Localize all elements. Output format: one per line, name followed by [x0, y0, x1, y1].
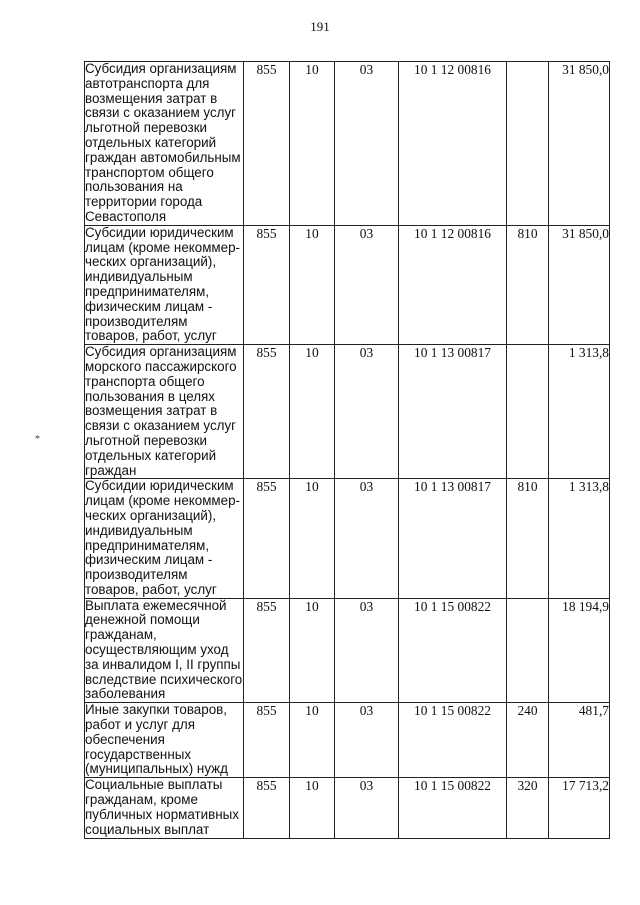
subsection-code: 03 [335, 703, 399, 778]
target-article-code: 10 1 13 00817 [399, 345, 507, 479]
target-article-code: 10 1 12 00816 [399, 225, 507, 344]
target-article-code: 10 1 15 00822 [399, 598, 507, 703]
ministry-code: 855 [244, 345, 290, 479]
table-row [85, 703, 610, 778]
subsection-code: 03 [335, 778, 399, 839]
ministry-code: 855 [244, 479, 290, 598]
target-article-code: 10 1 13 00817 [399, 479, 507, 598]
ministry-code: 855 [244, 225, 290, 344]
table-row [85, 225, 610, 344]
amount: 1 313,8 [549, 345, 610, 479]
target-article-code: 10 1 15 00822 [399, 778, 507, 839]
row-description: Иные закупки товаров, работ и услуг для обеспечения государственных (муниципальных) нужд [85, 703, 244, 778]
amount: 18 194,9 [549, 598, 610, 703]
amount: 31 850,0 [549, 225, 610, 344]
table-row [85, 479, 610, 598]
row-description: Социальные выплаты гражданам, кроме публичных нормативных социальных выплат [85, 778, 244, 839]
subsection-code: 03 [335, 479, 399, 598]
section-code: 10 [290, 225, 335, 344]
page-number: 191 [310, 19, 330, 34]
amount: 17 713,2 [549, 778, 610, 839]
table-row [85, 778, 610, 839]
table-row [85, 62, 610, 226]
target-article-code: 10 1 15 00822 [399, 703, 507, 778]
row-description: Субсидии юридическим лицам (кроме некоммер-ческих организаций), индивидуальным предпринимателям, физическим лицам - производителям товаров, работ, услуг [85, 479, 244, 598]
row-description: Субсидия организациям автотранспорта для возмещения затрат в связи с оказанием услуг льготной перевозки отдельных категорий граждан автомобильным транспортом общего пользования на территории города Севастополя [85, 62, 244, 226]
expense-type-code [507, 598, 549, 703]
subsection-code: 03 [335, 62, 399, 226]
expense-type-code: 810 [507, 479, 549, 598]
ministry-code: 855 [244, 778, 290, 839]
table-row [85, 598, 610, 703]
subsection-code: 03 [335, 345, 399, 479]
section-code: 10 [290, 778, 335, 839]
section-code: 10 [290, 598, 335, 703]
amount: 481,7 [549, 703, 610, 778]
ministry-code: 855 [244, 703, 290, 778]
expense-type-code: 240 [507, 703, 549, 778]
ministry-code: 855 [244, 598, 290, 703]
amount: 1 313,8 [549, 479, 610, 598]
expense-type-code [507, 62, 549, 226]
expense-type-code [507, 345, 549, 479]
subsection-code: 03 [335, 225, 399, 344]
row-description: Выплата ежемесячной денежной помощи гражданам, осуществляющим уход за инвалидом I, II группы вследствие психического заболевания [85, 597, 243, 702]
budget-table [84, 61, 610, 839]
margin-mark: * [35, 434, 40, 445]
section-code: 10 [290, 62, 335, 226]
section-code: 10 [290, 479, 335, 598]
table-row [85, 345, 610, 479]
section-code: 10 [290, 345, 335, 479]
ministry-code: 855 [244, 62, 290, 226]
amount: 31 850,0 [549, 62, 610, 226]
section-code: 10 [290, 703, 335, 778]
row-description: Субсидия организациям морского пассажирского транспорта общего пользования в целях возмещения затрат в связи с оказанием услуг льготной перевозки отдельных категорий граждан [85, 345, 244, 479]
row-description: Субсидии юридическим лицам (кроме некоммер-ческих организаций), индивидуальным предпринимателям, физическим лицам - производителям товаров, работ, услуг [85, 225, 244, 344]
target-article-code: 10 1 12 00816 [399, 62, 507, 226]
expense-type-code: 810 [507, 225, 549, 344]
subsection-code: 03 [335, 598, 399, 703]
expense-type-code: 320 [507, 778, 549, 839]
